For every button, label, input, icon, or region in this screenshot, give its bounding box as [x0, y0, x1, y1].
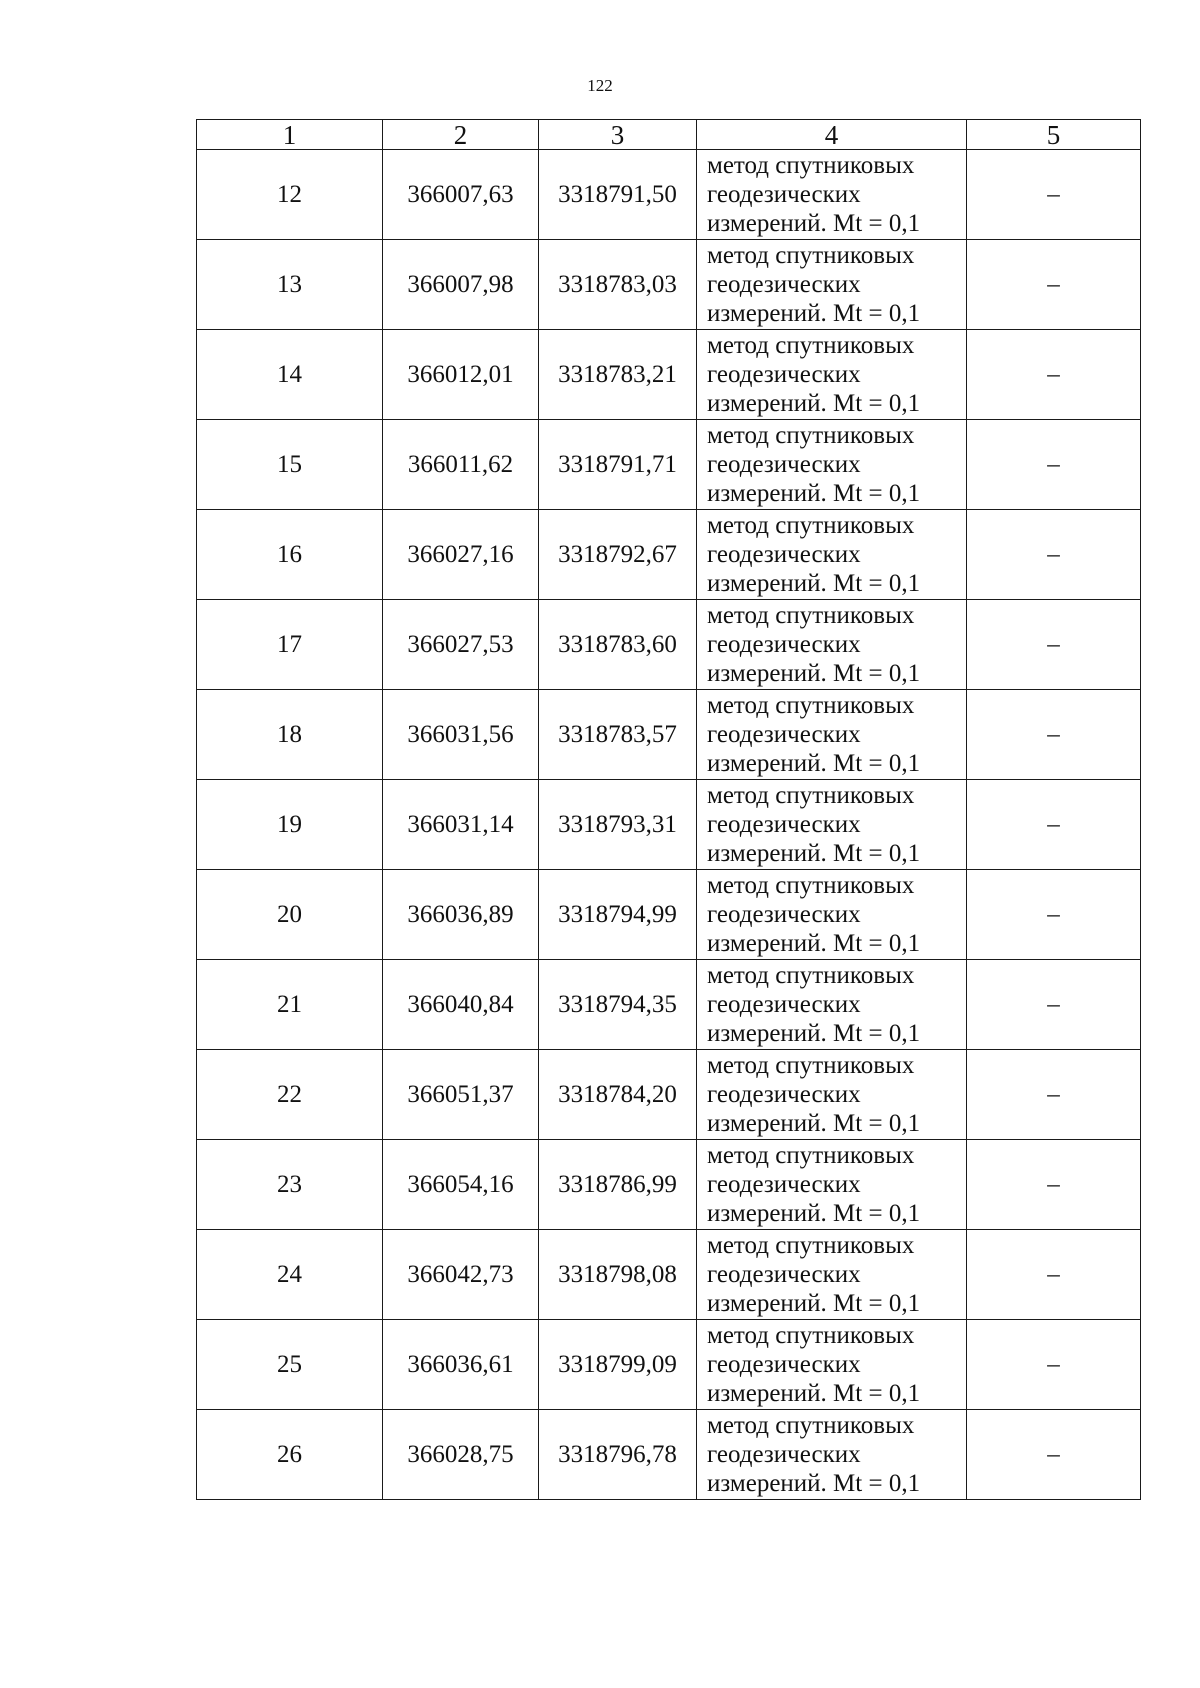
point-number-cell: 25: [197, 1320, 383, 1410]
method-text-line: измерений. Mt = 0,1: [707, 390, 921, 417]
method-text-line: измерений. Mt = 0,1: [707, 570, 921, 597]
method-text-line: метод спутниковых: [707, 1412, 915, 1439]
method-text-line: геодезических: [707, 1441, 861, 1468]
table-row: [197, 330, 1141, 420]
point-number-cell: 24: [197, 1230, 383, 1320]
method-cell: [697, 330, 967, 420]
point-number-cell: 26: [197, 1410, 383, 1500]
note-cell: –: [967, 1230, 1141, 1320]
method-text-line: метод спутниковых: [707, 1052, 915, 1079]
method-text-line: геодезических: [707, 1081, 861, 1108]
method-text-line: метод спутниковых: [707, 602, 915, 629]
note-cell: –: [967, 780, 1141, 870]
column-header: 4: [697, 120, 967, 150]
y-coordinate-cell: 3318798,08: [539, 1230, 697, 1320]
x-coordinate-cell: 366036,89: [383, 870, 539, 960]
note-cell: –: [967, 870, 1141, 960]
method-text-line: метод спутниковых: [707, 692, 915, 719]
table-row: [197, 1050, 1141, 1140]
table-row: [197, 960, 1141, 1050]
method-text-line: метод спутниковых: [707, 332, 915, 359]
table-row: [197, 420, 1141, 510]
x-coordinate-cell: 366040,84: [383, 960, 539, 1050]
note-cell: –: [967, 690, 1141, 780]
x-coordinate-cell: 366031,14: [383, 780, 539, 870]
coordinates-table: [196, 119, 1141, 1500]
method-text-line: геодезических: [707, 181, 861, 208]
note-cell: –: [967, 1320, 1141, 1410]
point-number-cell: 15: [197, 420, 383, 510]
note-cell: –: [967, 330, 1141, 420]
note-cell: –: [967, 240, 1141, 330]
table-row: [197, 1320, 1141, 1410]
table-row: [197, 150, 1141, 240]
method-cell: [697, 1410, 967, 1500]
y-coordinate-cell: 3318799,09: [539, 1320, 697, 1410]
method-cell: [697, 240, 967, 330]
y-coordinate-cell: 3318783,21: [539, 330, 697, 420]
method-cell: [697, 960, 967, 1050]
table-row: [197, 780, 1141, 870]
table-row: [197, 870, 1141, 960]
y-coordinate-cell: 3318784,20: [539, 1050, 697, 1140]
y-coordinate-cell: 3318783,03: [539, 240, 697, 330]
page-number: 122: [587, 76, 613, 95]
y-coordinate-cell: 3318794,99: [539, 870, 697, 960]
method-text-line: измерений. Mt = 0,1: [707, 930, 921, 957]
table-row: [197, 1140, 1141, 1230]
table-row: [197, 1230, 1141, 1320]
method-cell: [697, 1230, 967, 1320]
method-cell: [697, 780, 967, 870]
method-text-line: геодезических: [707, 1351, 861, 1378]
note-cell: –: [967, 960, 1141, 1050]
method-cell: [697, 690, 967, 780]
method-cell: [697, 420, 967, 510]
method-text-line: геодезических: [707, 811, 861, 838]
method-text-line: геодезических: [707, 361, 861, 388]
method-cell: [697, 1320, 967, 1410]
x-coordinate-cell: 366012,01: [383, 330, 539, 420]
column-header: 3: [539, 120, 697, 150]
method-cell: [697, 510, 967, 600]
x-coordinate-cell: 366027,53: [383, 600, 539, 690]
method-cell: [697, 1050, 967, 1140]
note-cell: –: [967, 420, 1141, 510]
method-text-line: геодезических: [707, 1261, 861, 1288]
point-number-cell: 14: [197, 330, 383, 420]
x-coordinate-cell: 366036,61: [383, 1320, 539, 1410]
method-text-line: метод спутниковых: [707, 422, 915, 449]
x-coordinate-cell: 366051,37: [383, 1050, 539, 1140]
point-number-cell: 17: [197, 600, 383, 690]
method-text-line: геодезических: [707, 451, 861, 478]
method-text-line: измерений. Mt = 0,1: [707, 300, 921, 327]
method-cell: [697, 1140, 967, 1230]
y-coordinate-cell: 3318783,57: [539, 690, 697, 780]
note-cell: –: [967, 1050, 1141, 1140]
column-header: 2: [383, 120, 539, 150]
point-number-cell: 12: [197, 150, 383, 240]
x-coordinate-cell: 366028,75: [383, 1410, 539, 1500]
method-text-line: метод спутниковых: [707, 152, 915, 179]
note-cell: –: [967, 600, 1141, 690]
method-text-line: геодезических: [707, 1171, 861, 1198]
method-text-line: измерений. Mt = 0,1: [707, 660, 921, 687]
y-coordinate-cell: 3318783,60: [539, 600, 697, 690]
method-text-line: измерений. Mt = 0,1: [707, 210, 921, 237]
column-header: 5: [967, 120, 1141, 150]
note-cell: –: [967, 510, 1141, 600]
method-text-line: геодезических: [707, 271, 861, 298]
note-cell: –: [967, 1410, 1141, 1500]
method-text-line: метод спутниковых: [707, 962, 915, 989]
method-text-line: измерений. Mt = 0,1: [707, 1110, 921, 1137]
y-coordinate-cell: 3318793,31: [539, 780, 697, 870]
method-text-line: геодезических: [707, 541, 861, 568]
y-coordinate-cell: 3318792,67: [539, 510, 697, 600]
y-coordinate-cell: 3318796,78: [539, 1410, 697, 1500]
method-text-line: метод спутниковых: [707, 512, 915, 539]
table-row: [197, 240, 1141, 330]
table-row: [197, 510, 1141, 600]
point-number-cell: 21: [197, 960, 383, 1050]
method-text-line: измерений. Mt = 0,1: [707, 1380, 921, 1407]
x-coordinate-cell: 366027,16: [383, 510, 539, 600]
table-row: [197, 690, 1141, 780]
method-text-line: метод спутниковых: [707, 1232, 915, 1259]
point-number-cell: 20: [197, 870, 383, 960]
method-cell: [697, 870, 967, 960]
table-body: [197, 150, 1141, 1500]
method-text-line: метод спутниковых: [707, 242, 915, 269]
y-coordinate-cell: 3318791,50: [539, 150, 697, 240]
method-text-line: измерений. Mt = 0,1: [707, 1020, 921, 1047]
point-number-cell: 13: [197, 240, 383, 330]
note-cell: –: [967, 150, 1141, 240]
y-coordinate-cell: 3318791,71: [539, 420, 697, 510]
x-coordinate-cell: 366007,98: [383, 240, 539, 330]
method-text-line: геодезических: [707, 721, 861, 748]
x-coordinate-cell: 366007,63: [383, 150, 539, 240]
point-number-cell: 16: [197, 510, 383, 600]
table-row: [197, 600, 1141, 690]
method-text-line: метод спутниковых: [707, 782, 915, 809]
point-number-cell: 22: [197, 1050, 383, 1140]
note-cell: –: [967, 1140, 1141, 1230]
method-text-line: измерений. Mt = 0,1: [707, 1290, 921, 1317]
method-cell: [697, 600, 967, 690]
method-cell: [697, 150, 967, 240]
point-number-cell: 18: [197, 690, 383, 780]
x-coordinate-cell: 366011,62: [383, 420, 539, 510]
method-text-line: геодезических: [707, 901, 861, 928]
column-header: 1: [197, 120, 383, 150]
method-text-line: метод спутниковых: [707, 1322, 915, 1349]
x-coordinate-cell: 366031,56: [383, 690, 539, 780]
method-text-line: метод спутниковых: [707, 1142, 915, 1169]
point-number-cell: 23: [197, 1140, 383, 1230]
method-text-line: измерений. Mt = 0,1: [707, 750, 921, 777]
table-header-row: [197, 120, 1141, 150]
method-text-line: измерений. Mt = 0,1: [707, 1470, 921, 1497]
method-text-line: измерений. Mt = 0,1: [707, 840, 921, 867]
method-text-line: метод спутниковых: [707, 872, 915, 899]
table-row: [197, 1410, 1141, 1500]
y-coordinate-cell: 3318794,35: [539, 960, 697, 1050]
x-coordinate-cell: 366054,16: [383, 1140, 539, 1230]
point-number-cell: 19: [197, 780, 383, 870]
method-text-line: измерений. Mt = 0,1: [707, 1200, 921, 1227]
x-coordinate-cell: 366042,73: [383, 1230, 539, 1320]
method-text-line: геодезических: [707, 991, 861, 1018]
method-text-line: измерений. Mt = 0,1: [707, 480, 921, 507]
method-text-line: геодезических: [707, 631, 861, 658]
y-coordinate-cell: 3318786,99: [539, 1140, 697, 1230]
